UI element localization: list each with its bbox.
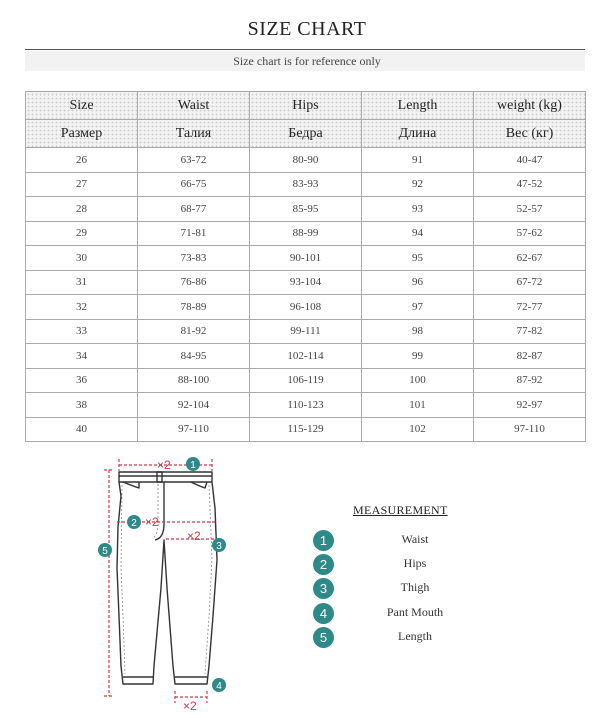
table-row xyxy=(26,319,586,344)
table-cell: 32 xyxy=(26,295,138,320)
table-cell: 92-97 xyxy=(474,393,586,418)
table-cell: 90-101 xyxy=(250,246,362,271)
marker-5-label: 5 xyxy=(102,546,108,557)
table-cell: 36 xyxy=(26,368,138,393)
measurement-item-pant-mouth xyxy=(313,603,483,625)
multiplier-hips: ×2 xyxy=(145,515,159,529)
measurement-heading: MEASUREMENT xyxy=(353,503,448,517)
table-cell: 28 xyxy=(26,197,138,222)
table-cell: 94 xyxy=(362,221,474,246)
table-row xyxy=(26,270,586,295)
table-cell: 72-77 xyxy=(474,295,586,320)
table-cell: 115-129 xyxy=(250,417,362,442)
table-cell: 106-119 xyxy=(250,368,362,393)
measurement-label: Waist xyxy=(401,532,429,546)
table-cell: 77-82 xyxy=(474,319,586,344)
table-cell: 29 xyxy=(26,221,138,246)
table-cell: 31 xyxy=(26,270,138,295)
measurement-item-waist xyxy=(313,530,483,552)
measurement-item-thigh xyxy=(313,578,483,600)
table-cell: 26 xyxy=(26,148,138,173)
measurement-number: 4 xyxy=(313,603,334,624)
table-cell: 100 xyxy=(362,368,474,393)
table-cell: 92-104 xyxy=(138,393,250,418)
col-header-hips-ru: Бедра xyxy=(250,120,362,148)
header-row-ru xyxy=(26,120,586,148)
table-row xyxy=(26,197,586,222)
table-row xyxy=(26,344,586,369)
col-header-hips: Hips xyxy=(250,92,362,120)
measurement-label: Thigh xyxy=(400,580,430,594)
table-cell: 88-99 xyxy=(250,221,362,246)
col-header-waist-ru: Талия xyxy=(138,120,250,148)
measurement-number: 2 xyxy=(313,554,334,575)
table-cell: 98 xyxy=(362,319,474,344)
table-cell: 102-114 xyxy=(250,344,362,369)
col-header-weight-ru: Вес (кг) xyxy=(474,120,586,148)
table-cell: 101 xyxy=(362,393,474,418)
table-cell: 73-83 xyxy=(138,246,250,271)
table-cell: 38 xyxy=(26,393,138,418)
size-table xyxy=(25,91,586,442)
table-cell: 80-90 xyxy=(250,148,362,173)
marker-2-label: 2 xyxy=(131,518,137,529)
diagram-marker-2 xyxy=(127,515,141,529)
measurement-number: 1 xyxy=(313,530,334,551)
measurement-item-hips xyxy=(313,554,483,576)
table-cell: 27 xyxy=(26,172,138,197)
marker-1-label: 1 xyxy=(190,460,196,471)
measurement-number: 3 xyxy=(313,578,334,599)
table-row xyxy=(26,148,586,173)
table-cell: 88-100 xyxy=(138,368,250,393)
table-cell: 99-111 xyxy=(250,319,362,344)
pants-diagram xyxy=(95,448,245,718)
table-cell: 30 xyxy=(26,246,138,271)
col-header-size-ru: Размер xyxy=(26,120,138,148)
table-cell: 34 xyxy=(26,344,138,369)
table-cell: 67-72 xyxy=(474,270,586,295)
table-cell: 57-62 xyxy=(474,221,586,246)
table-row xyxy=(26,393,586,418)
table-cell: 83-93 xyxy=(250,172,362,197)
table-cell: 78-89 xyxy=(138,295,250,320)
size-table-header xyxy=(26,92,586,148)
diagram-marker-3 xyxy=(212,538,226,552)
table-cell: 96-108 xyxy=(250,295,362,320)
table-cell: 71-81 xyxy=(138,221,250,246)
table-cell: 82-87 xyxy=(474,344,586,369)
table-cell: 97-110 xyxy=(474,417,586,442)
table-cell: 63-72 xyxy=(138,148,250,173)
table-cell: 92 xyxy=(362,172,474,197)
diagram-marker-1 xyxy=(186,457,200,471)
table-cell: 97 xyxy=(362,295,474,320)
table-cell: 93 xyxy=(362,197,474,222)
col-header-length: Length xyxy=(362,92,474,120)
header-row-en xyxy=(26,92,586,120)
pants-outline xyxy=(117,472,217,684)
table-cell: 85-95 xyxy=(250,197,362,222)
table-cell: 102 xyxy=(362,417,474,442)
marker-4-label: 4 xyxy=(216,681,222,692)
table-cell: 110-123 xyxy=(250,393,362,418)
table-cell: 87-92 xyxy=(474,368,586,393)
measurement-item-length xyxy=(313,627,483,649)
multiplier-pant-mouth: ×2 xyxy=(183,699,197,713)
table-row xyxy=(26,221,586,246)
col-header-size: Size xyxy=(26,92,138,120)
table-cell: 81-92 xyxy=(138,319,250,344)
table-cell: 95 xyxy=(362,246,474,271)
size-table-body xyxy=(26,148,586,442)
multiplier-waist: ×2 xyxy=(157,458,171,472)
table-row xyxy=(26,417,586,442)
table-cell: 76-86 xyxy=(138,270,250,295)
table-cell: 47-52 xyxy=(474,172,586,197)
measurement-label: Hips xyxy=(403,556,427,570)
measurement-label: Length xyxy=(398,629,432,643)
table-cell: 62-67 xyxy=(474,246,586,271)
col-header-waist: Waist xyxy=(138,92,250,120)
title-divider xyxy=(25,49,585,50)
table-row xyxy=(26,172,586,197)
table-row xyxy=(26,295,586,320)
subtitle: Size chart is for reference only xyxy=(0,51,614,71)
table-cell: 40 xyxy=(26,417,138,442)
page-title: SIZE CHART xyxy=(247,18,367,40)
measurement-number: 5 xyxy=(313,627,334,648)
table-cell: 33 xyxy=(26,319,138,344)
table-cell: 52-57 xyxy=(474,197,586,222)
col-header-weight: weight (kg) xyxy=(474,92,586,120)
table-row xyxy=(26,246,586,271)
diagram-marker-5 xyxy=(98,543,112,557)
table-cell: 99 xyxy=(362,344,474,369)
diagram-marker-4 xyxy=(212,678,226,692)
table-cell: 93-104 xyxy=(250,270,362,295)
table-cell: 91 xyxy=(362,148,474,173)
col-header-length-ru: Длина xyxy=(362,120,474,148)
table-cell: 66-75 xyxy=(138,172,250,197)
measurement-label: Pant Mouth xyxy=(386,605,444,619)
table-cell: 97-110 xyxy=(138,417,250,442)
multiplier-thigh: ×2 xyxy=(187,529,201,543)
table-cell: 40-47 xyxy=(474,148,586,173)
marker-3-label: 3 xyxy=(216,541,222,552)
table-cell: 84-95 xyxy=(138,344,250,369)
table-row xyxy=(26,368,586,393)
table-cell: 68-77 xyxy=(138,197,250,222)
table-cell: 96 xyxy=(362,270,474,295)
